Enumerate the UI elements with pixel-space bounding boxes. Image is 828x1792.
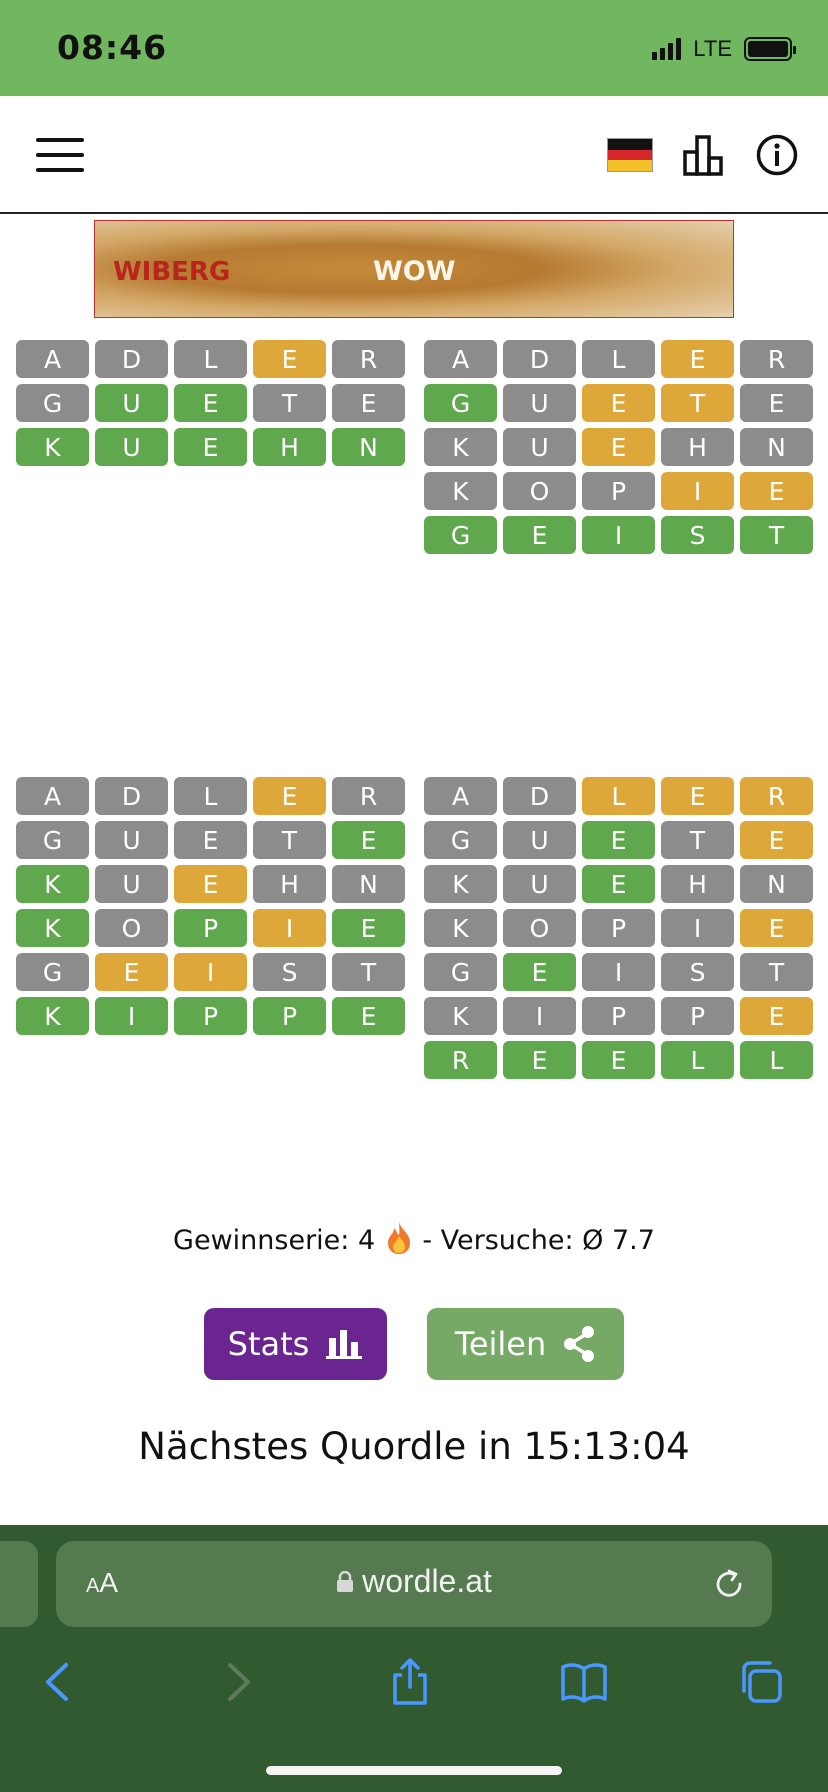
letter-tile: K bbox=[16, 997, 89, 1035]
letter-tile: E bbox=[503, 953, 576, 991]
letter-tile: P bbox=[253, 997, 326, 1035]
guess-row bbox=[424, 340, 813, 378]
letter-tile: I bbox=[582, 516, 655, 554]
status-indicators bbox=[652, 36, 792, 62]
url-text: wordle.at bbox=[362, 1563, 492, 1599]
previous-tab[interactable] bbox=[0, 1541, 38, 1627]
letter-tile: U bbox=[503, 428, 576, 466]
guess-row bbox=[424, 428, 813, 466]
letter-tile: U bbox=[95, 865, 168, 903]
share-icon bbox=[562, 1325, 596, 1363]
flame-icon bbox=[384, 1221, 414, 1255]
letter-tile: T bbox=[740, 953, 813, 991]
home-indicator bbox=[266, 1766, 562, 1775]
letter-tile: N bbox=[740, 865, 813, 903]
share-button[interactable] bbox=[427, 1308, 624, 1380]
letter-tile: E bbox=[503, 516, 576, 554]
letter-tile: E bbox=[174, 865, 247, 903]
guess-row bbox=[16, 821, 405, 859]
letter-tile: N bbox=[740, 428, 813, 466]
share-sheet-icon[interactable] bbox=[385, 1657, 435, 1707]
letter-tile: E bbox=[503, 1041, 576, 1079]
letter-tile: E bbox=[95, 953, 168, 991]
letter-tile: L bbox=[661, 1041, 734, 1079]
letter-tile: S bbox=[661, 953, 734, 991]
back-icon[interactable] bbox=[34, 1657, 84, 1707]
guess-row bbox=[424, 821, 813, 859]
letter-tile: N bbox=[332, 865, 405, 903]
letter-tile: E bbox=[582, 428, 655, 466]
guess-row bbox=[16, 997, 405, 1035]
letter-tile: E bbox=[582, 821, 655, 859]
german-flag-icon[interactable] bbox=[607, 138, 653, 172]
letter-tile: L bbox=[174, 777, 247, 815]
board-top-right bbox=[424, 340, 813, 560]
letter-tile: S bbox=[661, 516, 734, 554]
guess-row bbox=[16, 909, 405, 947]
letter-tile: A bbox=[16, 777, 89, 815]
letter-tile: I bbox=[582, 953, 655, 991]
letter-tile: K bbox=[424, 997, 497, 1035]
letter-tile: R bbox=[332, 777, 405, 815]
letter-tile: H bbox=[661, 865, 734, 903]
guess-row bbox=[424, 865, 813, 903]
letter-tile: P bbox=[661, 997, 734, 1035]
address-bar[interactable] bbox=[56, 1541, 772, 1627]
app-header bbox=[0, 96, 828, 214]
letter-tile: A bbox=[424, 340, 497, 378]
letter-tile: E bbox=[253, 340, 326, 378]
guess-row bbox=[16, 777, 405, 815]
letter-tile: D bbox=[503, 340, 576, 378]
letter-tile: G bbox=[16, 953, 89, 991]
letter-tile: I bbox=[661, 909, 734, 947]
letter-tile: L bbox=[582, 340, 655, 378]
letter-tile: U bbox=[503, 384, 576, 422]
letter-tile: R bbox=[740, 777, 813, 815]
letter-tile: G bbox=[16, 821, 89, 859]
letter-tile: O bbox=[503, 472, 576, 510]
guess-row bbox=[424, 953, 813, 991]
letter-tile: G bbox=[424, 953, 497, 991]
letter-tile: U bbox=[95, 428, 168, 466]
letter-tile: E bbox=[661, 340, 734, 378]
letter-tile: E bbox=[332, 909, 405, 947]
letter-tile: I bbox=[253, 909, 326, 947]
lock-icon bbox=[336, 1571, 354, 1593]
letter-tile: G bbox=[424, 821, 497, 859]
bookmarks-icon[interactable] bbox=[559, 1657, 609, 1707]
letter-tile: P bbox=[582, 909, 655, 947]
letter-tile: U bbox=[503, 865, 576, 903]
letter-tile: K bbox=[16, 428, 89, 466]
guess-row bbox=[424, 909, 813, 947]
ad-tagline: WOW bbox=[373, 256, 456, 287]
letter-tile: A bbox=[424, 777, 497, 815]
letter-tile: O bbox=[95, 909, 168, 947]
bar-chart-icon[interactable] bbox=[682, 134, 726, 176]
letter-tile: G bbox=[424, 516, 497, 554]
ad-brand: WIBERG bbox=[113, 257, 231, 287]
guess-row bbox=[16, 428, 405, 466]
letter-tile: T bbox=[661, 384, 734, 422]
status-bar bbox=[0, 0, 828, 96]
url-display bbox=[56, 1563, 772, 1600]
letter-tile: T bbox=[253, 384, 326, 422]
letter-tile: I bbox=[95, 997, 168, 1035]
letter-tile: A bbox=[16, 340, 89, 378]
letter-tile: E bbox=[740, 821, 813, 859]
letter-tile: E bbox=[253, 777, 326, 815]
status-time: 08:46 bbox=[57, 28, 168, 67]
battery-icon bbox=[744, 37, 792, 61]
letter-tile: U bbox=[95, 821, 168, 859]
letter-tile: K bbox=[424, 865, 497, 903]
letter-tile: T bbox=[740, 516, 813, 554]
letter-tile: L bbox=[740, 1041, 813, 1079]
board-top-left bbox=[16, 340, 405, 472]
guess-row bbox=[16, 384, 405, 422]
letter-tile: S bbox=[253, 953, 326, 991]
tabs-icon[interactable] bbox=[736, 1657, 786, 1707]
letter-tile: E bbox=[174, 428, 247, 466]
guess-row bbox=[424, 384, 813, 422]
guess-row bbox=[16, 953, 405, 991]
reload-icon[interactable] bbox=[712, 1567, 746, 1601]
letter-tile: E bbox=[332, 997, 405, 1035]
letter-tile: I bbox=[661, 472, 734, 510]
letter-tile: E bbox=[740, 472, 813, 510]
streak-summary bbox=[0, 1221, 828, 1256]
letter-tile: E bbox=[740, 909, 813, 947]
letter-tile: K bbox=[424, 428, 497, 466]
letter-tile: E bbox=[582, 384, 655, 422]
letter-tile: E bbox=[582, 865, 655, 903]
letter-tile: I bbox=[503, 997, 576, 1035]
letter-tile: D bbox=[95, 340, 168, 378]
letter-tile: E bbox=[582, 1041, 655, 1079]
guess-row bbox=[424, 472, 813, 510]
letter-tile: K bbox=[16, 865, 89, 903]
ad-banner[interactable] bbox=[94, 220, 734, 318]
letter-tile: H bbox=[253, 865, 326, 903]
browser-toolbar bbox=[0, 1525, 828, 1792]
letter-tile: O bbox=[503, 909, 576, 947]
letter-tile: K bbox=[424, 472, 497, 510]
letter-tile: E bbox=[661, 777, 734, 815]
letter-tile: E bbox=[174, 384, 247, 422]
bar-chart-icon bbox=[325, 1328, 363, 1360]
network-type: LTE bbox=[693, 36, 732, 61]
letter-tile: T bbox=[253, 821, 326, 859]
letter-tile: U bbox=[95, 384, 168, 422]
reader-settings-button[interactable]: AA bbox=[86, 1567, 119, 1598]
letter-tile: E bbox=[332, 821, 405, 859]
letter-tile: R bbox=[332, 340, 405, 378]
attempts-label: - Versuche: Ø 7.7 bbox=[422, 1225, 655, 1256]
letter-tile: H bbox=[661, 428, 734, 466]
share-button-label: Teilen bbox=[454, 1325, 547, 1363]
letter-tile: P bbox=[174, 997, 247, 1035]
guess-row bbox=[424, 1041, 813, 1079]
letter-tile: L bbox=[582, 777, 655, 815]
letter-tile: E bbox=[174, 821, 247, 859]
letter-tile: E bbox=[740, 997, 813, 1035]
info-icon[interactable] bbox=[756, 134, 798, 176]
letter-tile: G bbox=[16, 384, 89, 422]
letter-tile: R bbox=[740, 340, 813, 378]
hamburger-icon[interactable] bbox=[36, 138, 84, 172]
letter-tile: N bbox=[332, 428, 405, 466]
cellular-signal-icon bbox=[652, 38, 681, 60]
letter-tile: R bbox=[424, 1041, 497, 1079]
letter-tile: K bbox=[16, 909, 89, 947]
letter-tile: H bbox=[253, 428, 326, 466]
letter-tile: D bbox=[95, 777, 168, 815]
guess-row bbox=[16, 340, 405, 378]
stats-button[interactable] bbox=[204, 1308, 387, 1380]
guess-row bbox=[424, 516, 813, 554]
letter-tile: K bbox=[424, 909, 497, 947]
guess-row bbox=[16, 865, 405, 903]
board-bottom-right bbox=[424, 777, 813, 1085]
streak-label: Gewinnserie: 4 bbox=[173, 1225, 376, 1256]
letter-tile: D bbox=[503, 777, 576, 815]
letter-tile: U bbox=[503, 821, 576, 859]
stats-button-label: Stats bbox=[227, 1325, 310, 1363]
forward-icon[interactable] bbox=[212, 1657, 262, 1707]
letter-tile: P bbox=[582, 997, 655, 1035]
letter-tile: L bbox=[174, 340, 247, 378]
letter-tile: T bbox=[332, 953, 405, 991]
letter-tile: P bbox=[174, 909, 247, 947]
guess-row bbox=[424, 777, 813, 815]
letter-tile: E bbox=[332, 384, 405, 422]
letter-tile: I bbox=[174, 953, 247, 991]
letter-tile: T bbox=[661, 821, 734, 859]
next-game-countdown: Nächstes Quordle in 15:13:04 bbox=[138, 1425, 690, 1468]
board-bottom-left bbox=[16, 777, 405, 1041]
letter-tile: E bbox=[740, 384, 813, 422]
letter-tile: P bbox=[582, 472, 655, 510]
guess-row bbox=[424, 997, 813, 1035]
letter-tile: G bbox=[424, 384, 497, 422]
